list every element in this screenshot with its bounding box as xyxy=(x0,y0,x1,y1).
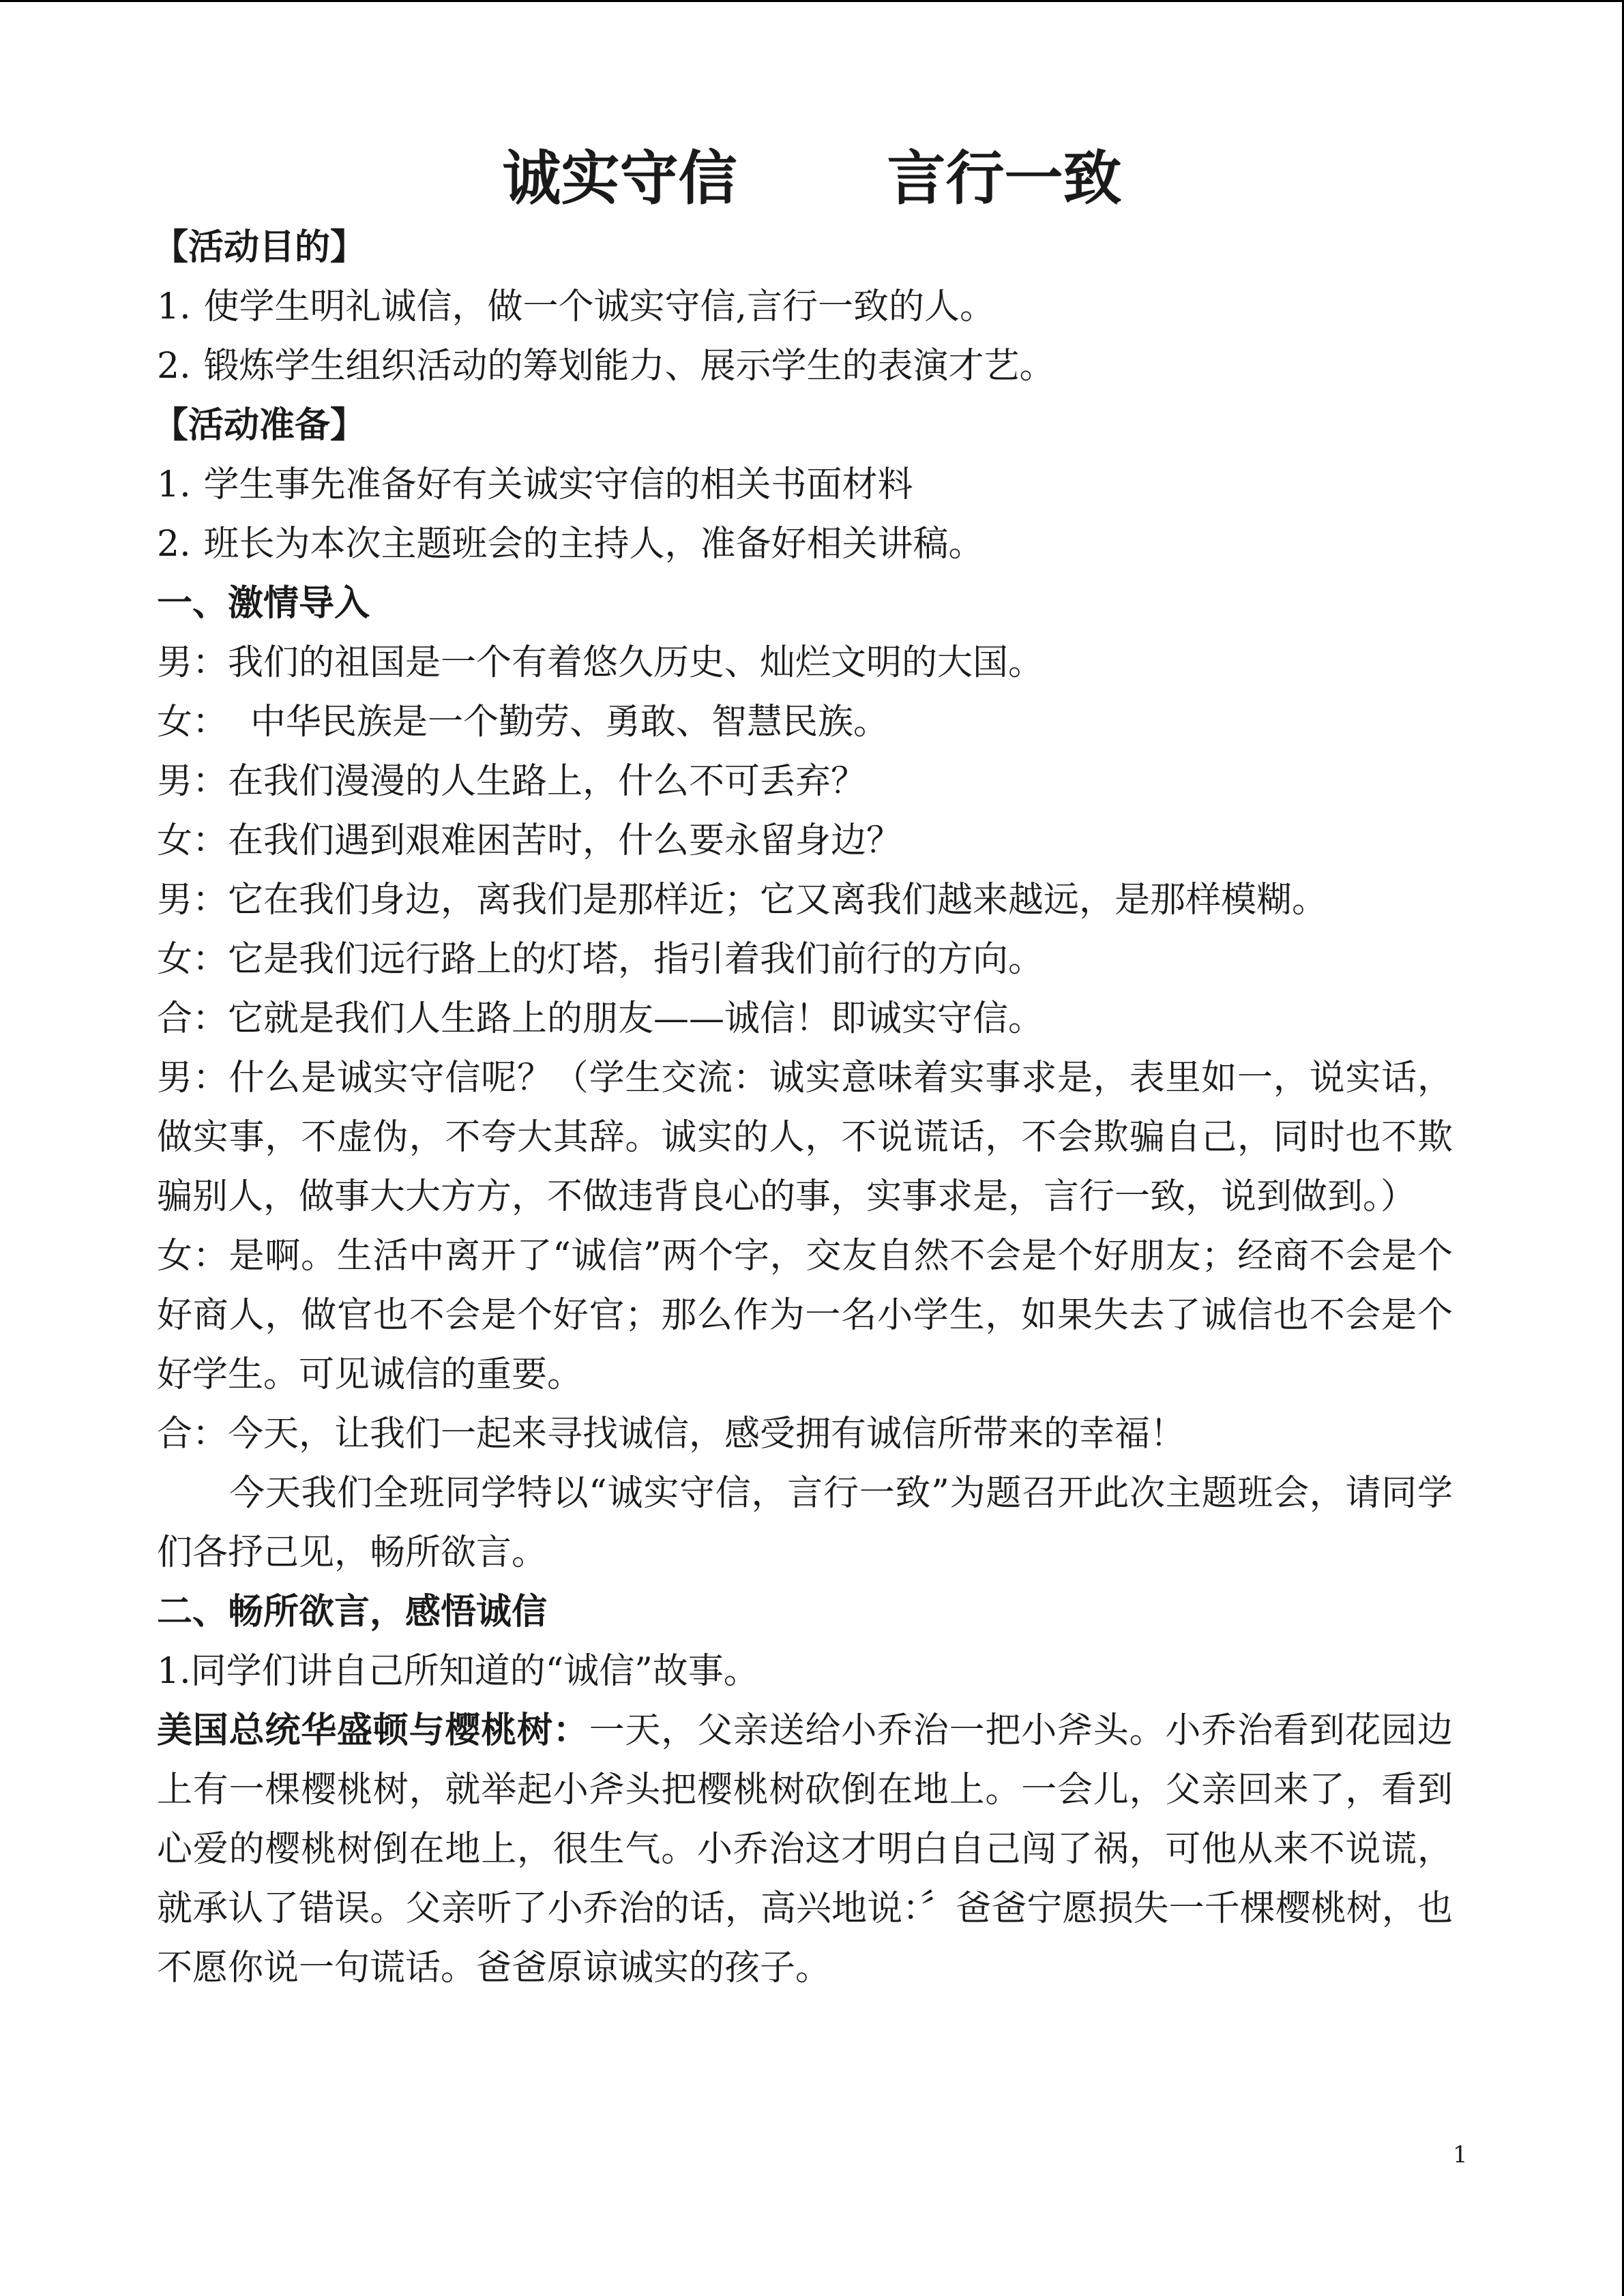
page-number: 1 xyxy=(1453,2141,1468,2168)
prep-item xyxy=(157,456,1453,515)
prep-item-text: 班长为本次主题班会的主持人，准备好相关讲稿。 xyxy=(203,524,984,565)
prep-item-number: 1. xyxy=(157,464,191,505)
purpose-item-number: 1. xyxy=(157,286,191,327)
dialogue-line: 女： 中华民族是一个勤劳、勇敢、智慧民族。 xyxy=(157,702,889,743)
prep-heading: 【活动准备】 xyxy=(153,405,366,446)
dialogue-line: 男：在我们漫漫的人生路上，什么不可丢弃？ xyxy=(157,761,867,802)
dialogue-line-together: 合：今天，让我们一起来寻找诚信，感受拥有诚信所带来的幸福！ xyxy=(157,1414,1186,1455)
dialogue-line: 合：它就是我们人生路上的朋友——诚信！即诚实守信。 xyxy=(157,998,1044,1039)
story-paragraph xyxy=(157,1701,1453,1998)
document-body xyxy=(153,218,1453,1998)
story-intro: 1.同学们讲自己所知道的“诚信”故事。 xyxy=(157,1651,759,1692)
dialogue-line: 女：在我们遇到艰难困苦时，什么要永留身边？ xyxy=(157,820,902,861)
dialogue-line: 女：它是我们远行路上的灯塔，指引着我们前行的方向。 xyxy=(157,939,1044,980)
story-title: 美国总统华盛顿与樱桃树： xyxy=(157,1710,589,1751)
dialogue-line: 男：它在我们身边，离我们是那样近；它又离我们越来越远，是那样模糊。 xyxy=(157,880,1328,921)
prep-item-text: 学生事先准备好有关诚实守信的相关书面材料 xyxy=(203,464,913,505)
purpose-item xyxy=(157,278,1453,337)
purpose-item-number: 2. xyxy=(157,346,191,387)
story-body: 一天，父亲送给小乔治一把小斧头。小乔治看到花园边上有一棵樱桃树，就举起小斧头把樱桃树砍倒在地上。一会儿，父亲回来了，看到心爱的樱桃树倒在地上，很生气。小乔治这才明白自己闯了祸，可他从来不说谎，就承认了错误。父亲听了小乔治的话，高兴地说：〞爸爸宁愿损失一千棵樱桃树，也不愿你说一句谎话。爸爸原谅诚实的孩子。 xyxy=(157,1710,1453,1988)
dialogue-line: 男：我们的祖国是一个有着悠久历史、灿烂文明的大国。 xyxy=(157,642,1044,683)
prep-item xyxy=(157,515,1453,574)
purpose-item-text: 锻炼学生组织活动的筹划能力、展示学生的表演才艺。 xyxy=(203,346,1055,387)
top-border-line xyxy=(0,0,1624,2)
title-part-1: 诚实守信 xyxy=(502,145,737,213)
purpose-item xyxy=(157,337,1453,396)
purpose-heading: 【活动目的】 xyxy=(153,227,366,268)
paragraph-theme: 今天我们全班同学特以“诚实守信，言行一致”为题召开此次主题班会，请同学们各抒己见，畅所欲言。 xyxy=(157,1473,1453,1573)
prep-item-number: 2. xyxy=(157,524,191,565)
section-heading-intro: 一、激情导入 xyxy=(157,583,370,624)
paragraph-what-is-honesty: 男：什么是诚实守信呢？（学生交流：诚实意味着实事求是，表里如一，说实话，做实事，不虚伪，不夸大其辞。诚实的人，不说谎话，不会欺骗自己，同时也不欺骗别人，做事大大方方，不做违背良心的事，实事求是，言行一致，说到做到。） xyxy=(157,1058,1453,1217)
title-part-2: 言行一致 xyxy=(887,145,1122,213)
section-heading-discussion: 二、畅所欲言，感悟诚信 xyxy=(157,1592,548,1632)
page-title xyxy=(0,138,1624,220)
purpose-item-text: 使学生明礼诚信，做一个诚实守信,言行一致的人。 xyxy=(203,286,996,327)
paragraph-importance: 女：是啊。生活中离开了“诚信”两个字，交友自然不会是个好朋友；经商不会是个好商人，做官也不会是个好官；那么作为一名小学生，如果失去了诚信也不会是个好学生。可见诚信的重要。 xyxy=(157,1236,1453,1395)
